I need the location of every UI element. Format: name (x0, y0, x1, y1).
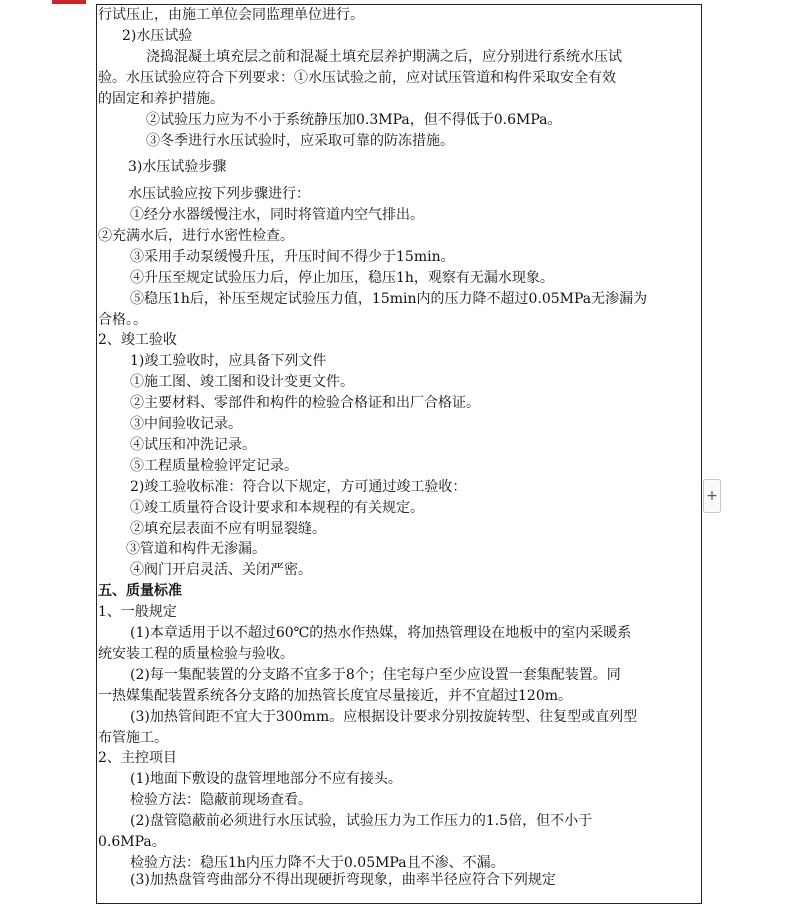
list-item: ④阀门开启灵活、关闭严密。 (130, 562, 312, 578)
section-heading: 2)水压试验 (122, 28, 193, 44)
list-item: ①竣工质量符合设计要求和本规程的有关规定。 (130, 500, 424, 516)
text-line: (2)盘管隐蔽前必须进行水压试验，试验压力为工作压力的1.5倍，但不小于 (130, 813, 593, 829)
text-line: (3)加热盘管弯曲部分不得出现硬折弯现象，曲率半径应符合下列规定 (130, 872, 556, 888)
text-line: 的固定和养护措施。 (98, 91, 224, 107)
list-item: ⑤稳压1h后，补压至规定试验压力值，15min内的压力降不超过0.05MPa无渗漏为 (130, 291, 648, 307)
text-line: 合格。。 (98, 312, 147, 328)
text-line: 布管施工。 (98, 730, 168, 746)
top-tab-marker (52, 0, 86, 4)
text-line: 检验方法：隐蔽前现场查看。 (130, 792, 312, 808)
text-line: 验。水压试验应符合下列要求：①水压试验之前，应对试压管道和构件采取安全有效 (98, 70, 616, 86)
text-line: ③冬季进行水压试验时，应采取可靠的防冻措施。 (146, 133, 454, 149)
section-heading: 1、一般规定 (98, 604, 177, 620)
text-line: 2)竣工验收标准：符合以下规定，方可通过竣工验收： (130, 479, 467, 495)
chapter-heading: 五、质量标准 (98, 583, 182, 599)
text-line: 行试压止，由施工单位会同监理单位进行。 (98, 7, 364, 23)
list-item: ①经分水器缓慢注水，同时将管道内空气排出。 (130, 207, 424, 223)
section-heading: 3)水压试验步骤 (128, 159, 227, 175)
section-heading: 2、竣工验收 (98, 332, 177, 348)
list-item: ③中间验收记录。 (130, 416, 242, 432)
text-line: 一热媒集配装置系统各分支路的加热管长度宜尽量接近，并不宜超过120m。 (98, 688, 572, 704)
text-line: (1)地面下敷设的盘管埋地部分不应有接头。 (130, 771, 402, 787)
text-line: (1)本章适用于以不超过60℃的热水作热媒，将加热管理设在地板中的室内采暖系 (130, 625, 632, 641)
list-item: ②主要材料、零部件和构件的检验合格证和出厂合格证。 (130, 395, 480, 411)
text-line: (3)加热管间距不宜大于300mm。应根据设计要求分别按旋转型、往复型或直列型 (130, 709, 638, 725)
text-line: 检验方法：稳压1h内压力降不大于0.05MPa且不渗、不漏。 (130, 855, 505, 871)
text-line: 统安装工程的质量检验与验收。 (98, 646, 294, 662)
list-item: ③采用手动泵缓慢升压，升压时间不得少于15min。 (130, 249, 455, 265)
text-line: 浇捣混凝土填充层之前和混凝土填充层养护期满之后，应分别进行系统水压试 (146, 49, 622, 65)
list-item: ①施工图、竣工图和设计变更文件。 (130, 374, 354, 390)
list-item: ②充满水后，进行水密性检查。 (98, 228, 294, 244)
section-heading: 2、主控项目 (98, 750, 177, 766)
text-line: ②试验压力应为不小于系统静压加0.3MPa，但不得低于0.6MPa。 (146, 112, 562, 128)
list-item: ⑤工程质量检验评定记录。 (130, 458, 298, 474)
list-item: ③管道和构件无渗漏。 (126, 541, 266, 557)
text-line: (2)每一集配装置的分支路不宜多于8个；住宅每户至少应设置一套集配装置。同 (130, 667, 621, 683)
text-line: 水压试验应按下列步骤进行： (128, 186, 310, 202)
list-item: ②填充层表面不应有明显裂缝。 (130, 521, 326, 537)
text-line: 1)竣工验收时，应具备下列文件 (130, 353, 327, 369)
list-item: ④升压至规定试验压力后，停止加压，稳压1h，观察有无漏水现象。 (130, 270, 554, 286)
expand-plus-icon[interactable]: + (703, 479, 721, 513)
text-line: 0.6MPa。 (98, 834, 166, 850)
list-item: ④试压和冲洗记录。 (130, 437, 256, 453)
